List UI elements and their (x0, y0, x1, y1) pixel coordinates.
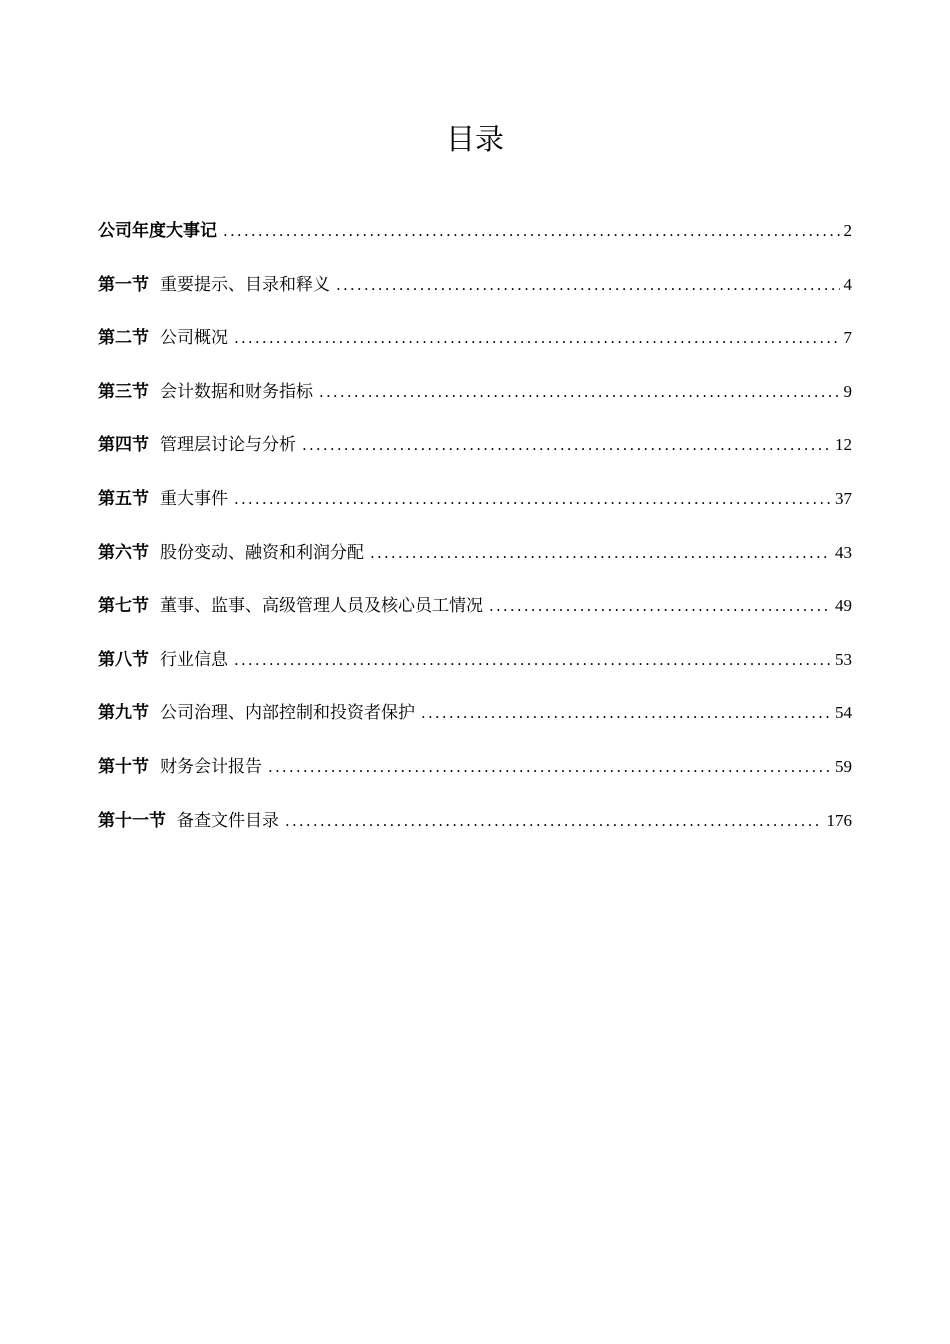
toc-dot-leader (319, 374, 840, 410)
toc-page-number: 43 (835, 542, 852, 562)
toc-entry-name: 备查文件目录 (177, 810, 279, 831)
toc-entry[interactable] (98, 695, 852, 749)
toc-entry[interactable] (98, 642, 852, 696)
page-title: 目录 (445, 122, 504, 156)
toc-entry-name: 管理层讨论与分析 (160, 435, 296, 456)
toc-entry[interactable] (98, 267, 852, 321)
toc-entry[interactable] (98, 320, 852, 374)
toc-dot-leader (223, 213, 840, 249)
toc-entry[interactable] (98, 427, 852, 481)
toc-page-number: 12 (835, 435, 852, 455)
toc-entry-name: 重大事件 (160, 488, 228, 509)
toc-entry[interactable] (98, 535, 852, 589)
toc-entry-name: 公司年度大事记 (98, 221, 217, 241)
toc-section-label: 第十节 (98, 756, 149, 777)
toc-dot-leader (268, 749, 831, 785)
toc-section-label: 第三节 (98, 381, 149, 402)
toc-dot-leader (234, 642, 831, 678)
toc-page-number: 37 (835, 488, 852, 508)
toc-page-number: 7 (843, 328, 852, 348)
toc-dot-leader (489, 588, 831, 624)
toc-entry-name: 会计数据和财务指标 (160, 381, 313, 402)
toc-section-label: 第十一节 (98, 810, 166, 831)
toc-section-label: 第二节 (98, 328, 149, 349)
toc-section-label: 第五节 (98, 488, 149, 509)
toc-page-number: 2 (843, 221, 852, 240)
toc-page-number: 59 (835, 756, 852, 776)
toc-page-number: 9 (843, 381, 852, 401)
toc-entry-name: 财务会计报告 (160, 756, 262, 777)
toc-dot-leader (285, 803, 823, 839)
toc-page-number: 54 (835, 703, 852, 723)
toc-entry[interactable] (98, 588, 852, 642)
toc-entry-name: 公司治理、内部控制和投资者保护 (160, 703, 415, 724)
toc-entry[interactable] (98, 749, 852, 803)
toc-entry-name: 重要提示、目录和释义 (160, 274, 330, 295)
toc-dot-leader (302, 427, 831, 463)
toc-page-number: 4 (843, 274, 852, 294)
toc-section-label: 第九节 (98, 703, 149, 724)
toc-dot-leader (421, 695, 831, 731)
toc-dot-leader (234, 320, 840, 356)
toc-section-label: 第一节 (98, 274, 149, 295)
toc-entry[interactable] (98, 803, 852, 857)
toc-page-number: 53 (835, 649, 852, 669)
toc-entry[interactable] (98, 374, 852, 428)
toc-dot-leader (370, 535, 831, 571)
toc-dot-leader (336, 267, 840, 303)
toc-entry[interactable] (98, 481, 852, 535)
table-of-contents (98, 213, 852, 856)
toc-entry[interactable] (98, 213, 852, 267)
toc-entry-name: 董事、监事、高级管理人员及核心员工情况 (160, 596, 483, 617)
toc-entry-name: 行业信息 (160, 649, 228, 670)
toc-entry-name: 股份变动、融资和利润分配 (160, 542, 364, 563)
toc-page-number: 49 (835, 596, 852, 616)
toc-section-label: 第六节 (98, 542, 149, 563)
toc-page-number: 176 (826, 810, 852, 830)
toc-dot-leader (234, 481, 831, 517)
toc-section-label: 第七节 (98, 596, 149, 617)
toc-section-label: 第四节 (98, 435, 149, 456)
toc-entry-name: 公司概况 (160, 328, 228, 349)
toc-section-label: 第八节 (98, 649, 149, 670)
